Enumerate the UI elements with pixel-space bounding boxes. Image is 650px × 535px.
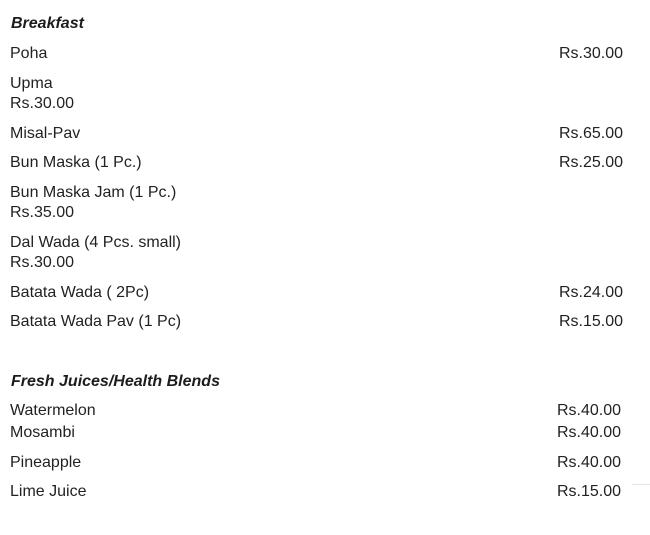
menu-item-price: Rs.15.00 <box>558 313 623 330</box>
menu-item-price: Rs.24.00 <box>558 284 623 301</box>
menu-item-name: Misal-Pav <box>10 125 81 142</box>
menu-item-name: Mosambi <box>10 424 75 441</box>
menu-item-price: Rs.25.00 <box>558 154 623 171</box>
menu-item-name: Upma <box>10 75 53 92</box>
menu-item-price: Rs.40.00 <box>556 402 621 419</box>
menu-item-price: Rs.15.00 <box>556 483 621 500</box>
menu-item-name: Lime Juice <box>10 483 87 500</box>
menu-item-price: Rs.40.00 <box>556 424 621 441</box>
menu-item-name: Watermelon <box>10 402 96 419</box>
menu-item-price: Rs.30.00 <box>10 95 75 112</box>
menu-item-name: Batata Wada Pav (1 Pc) <box>10 313 182 330</box>
menu-item-price: Rs.35.00 <box>10 204 75 221</box>
menu-item-name: Poha <box>10 45 48 62</box>
menu-item-name: Bun Maska Jam (1 Pc.) <box>10 184 177 201</box>
menu-item-price: Rs.40.00 <box>556 454 621 471</box>
menu-item-price: Rs.30.00 <box>10 254 75 271</box>
menu-item-price: Rs.30.00 <box>558 45 623 62</box>
menu-item-name: Pineapple <box>10 454 82 471</box>
section-title-breakfast: Breakfast <box>11 15 84 32</box>
menu-item-price: Rs.65.00 <box>558 125 623 142</box>
menu-item-name: Bun Maska (1 Pc.) <box>10 154 142 171</box>
section-title-juices: Fresh Juices/Health Blends <box>11 373 220 390</box>
menu-item-name: Batata Wada ( 2Pc) <box>10 284 150 301</box>
divider <box>632 484 650 485</box>
menu-item-name: Dal Wada (4 Pcs. small) <box>10 234 181 251</box>
